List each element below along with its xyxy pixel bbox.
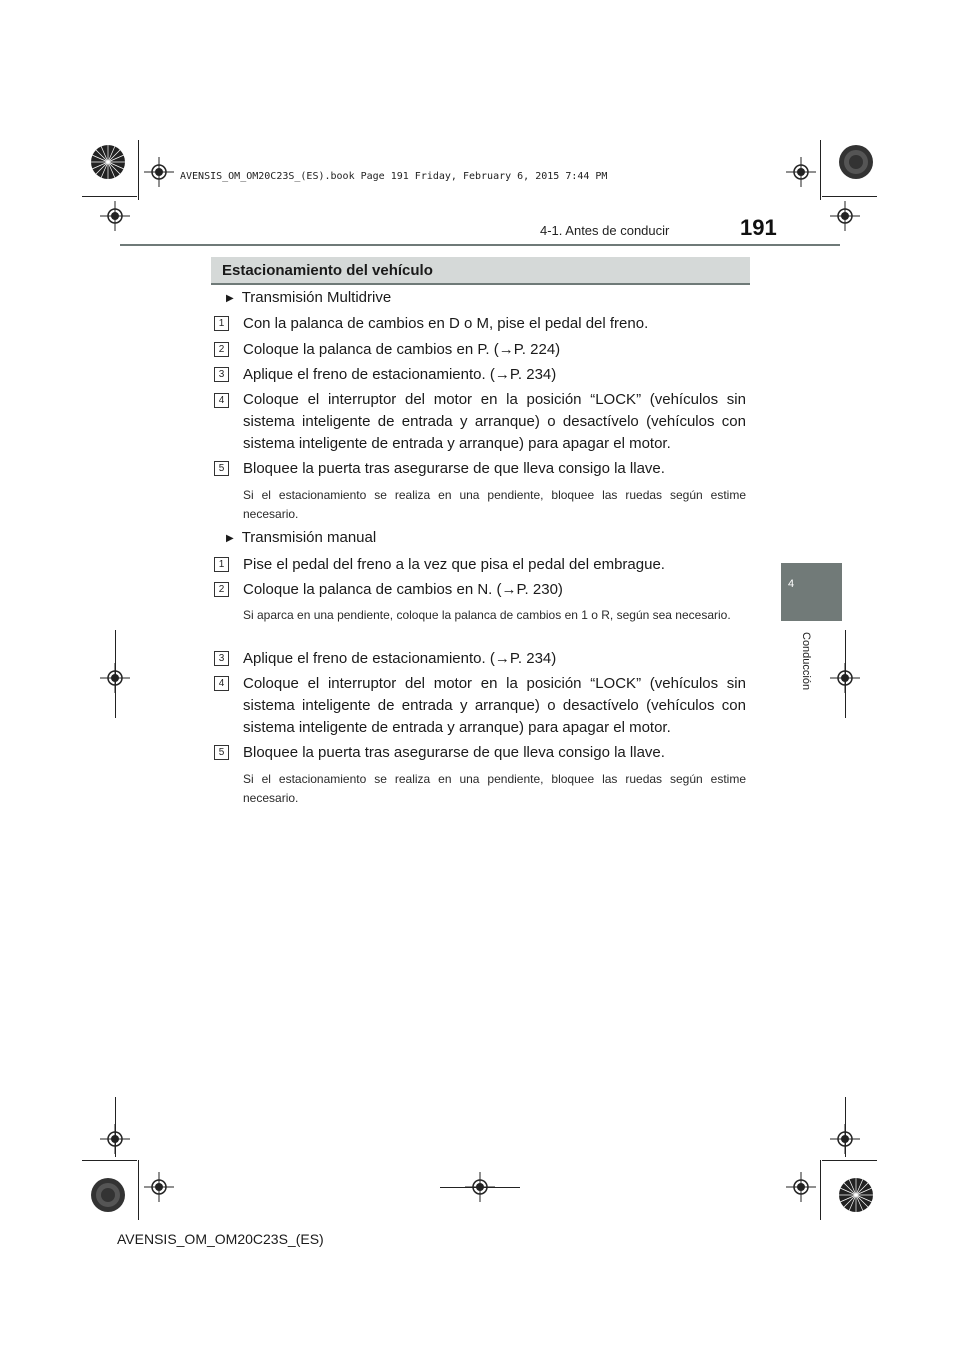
crop-line	[845, 630, 846, 718]
crop-line	[138, 1160, 139, 1220]
registration-target-icon	[830, 201, 860, 231]
step-text: Bloquee la puerta tras asegurarse de que lleva consigo la llave.	[243, 460, 665, 477]
step-number-badge: 4	[214, 676, 229, 691]
section-tag: 4-1. Antes de conducir	[540, 223, 670, 238]
section-title-bar	[211, 257, 750, 285]
step-text: Coloque la palanca de cambios en P. (→P. 224)	[243, 341, 561, 358]
crop-line	[820, 1160, 821, 1220]
crop-line	[822, 196, 877, 197]
crop-line	[820, 140, 821, 200]
crop-line	[822, 1160, 877, 1161]
crop-line	[115, 630, 116, 718]
chapter-title: Conducción	[800, 632, 812, 691]
registration-target-icon	[144, 157, 174, 187]
section-title: Estacionamiento del vehículo	[222, 262, 433, 279]
subheading-manual	[226, 529, 376, 546]
crop-line	[115, 1097, 116, 1157]
crop-line	[82, 1160, 137, 1161]
registration-target-icon	[786, 157, 816, 187]
step-number-badge: 1	[214, 316, 229, 331]
step-text: Coloque el interruptor del motor en la posición “LOCK” (vehículos sin sistema inteligente de entrada y arranque) o desactívelo (vehículos con sistema inteligente de entrada y arranque) para apagar el motor.	[243, 391, 746, 452]
crop-line	[138, 140, 139, 200]
printer-rosette-icon	[838, 144, 874, 180]
arrow-right-icon: ▶	[226, 533, 234, 544]
step-text: Con la palanca de cambios en D o M, pise el pedal del freno.	[243, 315, 649, 332]
step-number-badge: 5	[214, 745, 229, 760]
subheading-text: Transmisión manual	[241, 529, 377, 546]
note-text: Si el estacionamiento se realiza en una pendiente, bloquee las ruedas según estime necesario.	[243, 772, 746, 805]
footer-document-id: AVENSIS_OM_OM20C23S_(ES)	[117, 1231, 324, 1247]
step-number-badge: 2	[214, 342, 229, 357]
step-number-badge: 2	[214, 582, 229, 597]
registration-target-icon	[786, 1172, 816, 1202]
crop-line	[845, 1097, 846, 1157]
printer-rosette-icon	[90, 144, 126, 180]
header-rule	[120, 244, 840, 246]
registration-target-icon	[100, 201, 130, 231]
step-number-badge: 3	[214, 367, 229, 382]
step-text: Bloquee la puerta tras asegurarse de que lleva consigo la llave.	[243, 744, 665, 761]
step-text: Aplique el freno de estacionamiento. (→P. 234)	[243, 650, 557, 667]
crop-line	[82, 196, 137, 197]
step-number-badge: 3	[214, 651, 229, 666]
subheading-multidrive	[226, 289, 391, 306]
step-text: Coloque la palanca de cambios en N. (→P. 230)	[243, 581, 563, 598]
registration-target-icon	[144, 1172, 174, 1202]
chapter-number: 4	[788, 578, 795, 590]
printer-rosette-icon	[838, 1177, 874, 1213]
step-number-badge: 1	[214, 557, 229, 572]
crop-line	[440, 1187, 520, 1188]
print-slug-line: AVENSIS_OM_OM20C23S_(ES).book Page 191 Friday, February 6, 2015 7:44 PM	[180, 171, 608, 182]
step-number-badge: 4	[214, 393, 229, 408]
step-text: Pise el pedal del freno a la vez que pisa el pedal del embrague.	[243, 556, 665, 573]
step-text: Aplique el freno de estacionamiento. (→P. 234)	[243, 366, 557, 383]
step-text: Coloque el interruptor del motor en la posición “LOCK” (vehículos sin sistema inteligente de entrada y arranque) o desactívelo (vehículos con sistema inteligente de entrada y arranque) para apagar el motor.	[243, 675, 746, 736]
step-number-badge: 5	[214, 461, 229, 476]
chapter-tab	[781, 563, 842, 621]
note-text: Si aparca en una pendiente, coloque la palanca de cambios en 1 o R, según sea necesario.	[243, 608, 731, 622]
subheading-text: Transmisión Multidrive	[241, 289, 392, 306]
arrow-right-icon: ▶	[226, 293, 234, 304]
page-number: 191	[740, 215, 777, 240]
note-text: Si el estacionamiento se realiza en una pendiente, bloquee las ruedas según estime necesario.	[243, 488, 746, 521]
printer-rosette-icon	[90, 1177, 126, 1213]
